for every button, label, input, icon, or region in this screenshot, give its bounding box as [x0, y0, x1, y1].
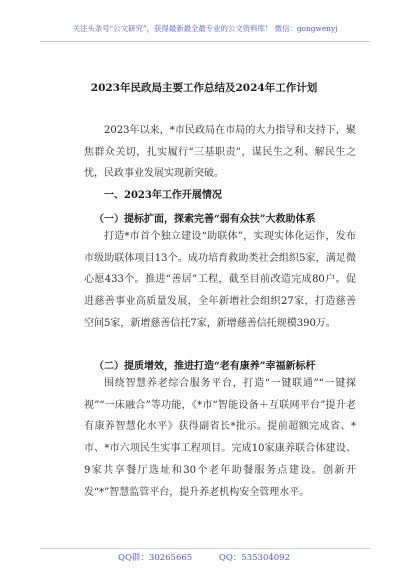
- intro-paragraph: 2023年以来，*市民政局在市局的大力指导和支持下，聚焦群众关切，扎实履行“三基职责”，谋民生之利、解民生之忧，民政事业发展实现新突破。: [84, 125, 356, 180]
- footer-contact: [0, 551, 408, 563]
- footer-divider: [40, 548, 370, 549]
- footer-qq-number: QQ：535304092: [218, 553, 290, 563]
- document-title: 2023年民政局主要工作总结及2024年工作计划: [90, 82, 318, 94]
- footer-qq-group: QQ群：30265665: [117, 553, 193, 563]
- header-divider: [40, 41, 370, 42]
- subsection-heading-2: （二）提质增效，推进打造“老有康养”幸福新标杆: [94, 361, 316, 372]
- subsection-1-body: 打造*市首个独立建设“助联体”，实现实体化运作，发布市级助联体项目13个。成功培育救助类社会组织5家，满足微心愿433个。推进“善居”工程，截至目前改造完成80户。促进慈善事业高质量发展，全年新增社会组织27家，打造慈善空间5家，新增慈善信托7家，新增慈善信托规模390万。: [84, 231, 356, 329]
- subsection-heading-1: （一）提标扩面，探索完善“弱有众扶”大救助体系: [94, 214, 316, 225]
- section-heading-1: 一、2023年工作开展情况: [104, 190, 222, 201]
- header-promo-text: 关注头条号“公文研究”，获得最新最全最专业的公文资料库！ 微信：gongwenyj: [72, 24, 338, 33]
- subsection-2-body: 围绕智慧养老综合服务平台，打造“一键联通”“一键探视”“一床融合”等功能，《*市“智能设备＋互联网平台”提升老有康养智慧化水平》获得副省长*批示。提前超额完成省、*市、*市六项民生实事工程项目。完成10家康养联合体建设、9家共享餐厅选址和30个老年助餐服务点建设。创新开发“*”智慧监管平台，提升养老机构安全管理水平。: [84, 378, 356, 498]
